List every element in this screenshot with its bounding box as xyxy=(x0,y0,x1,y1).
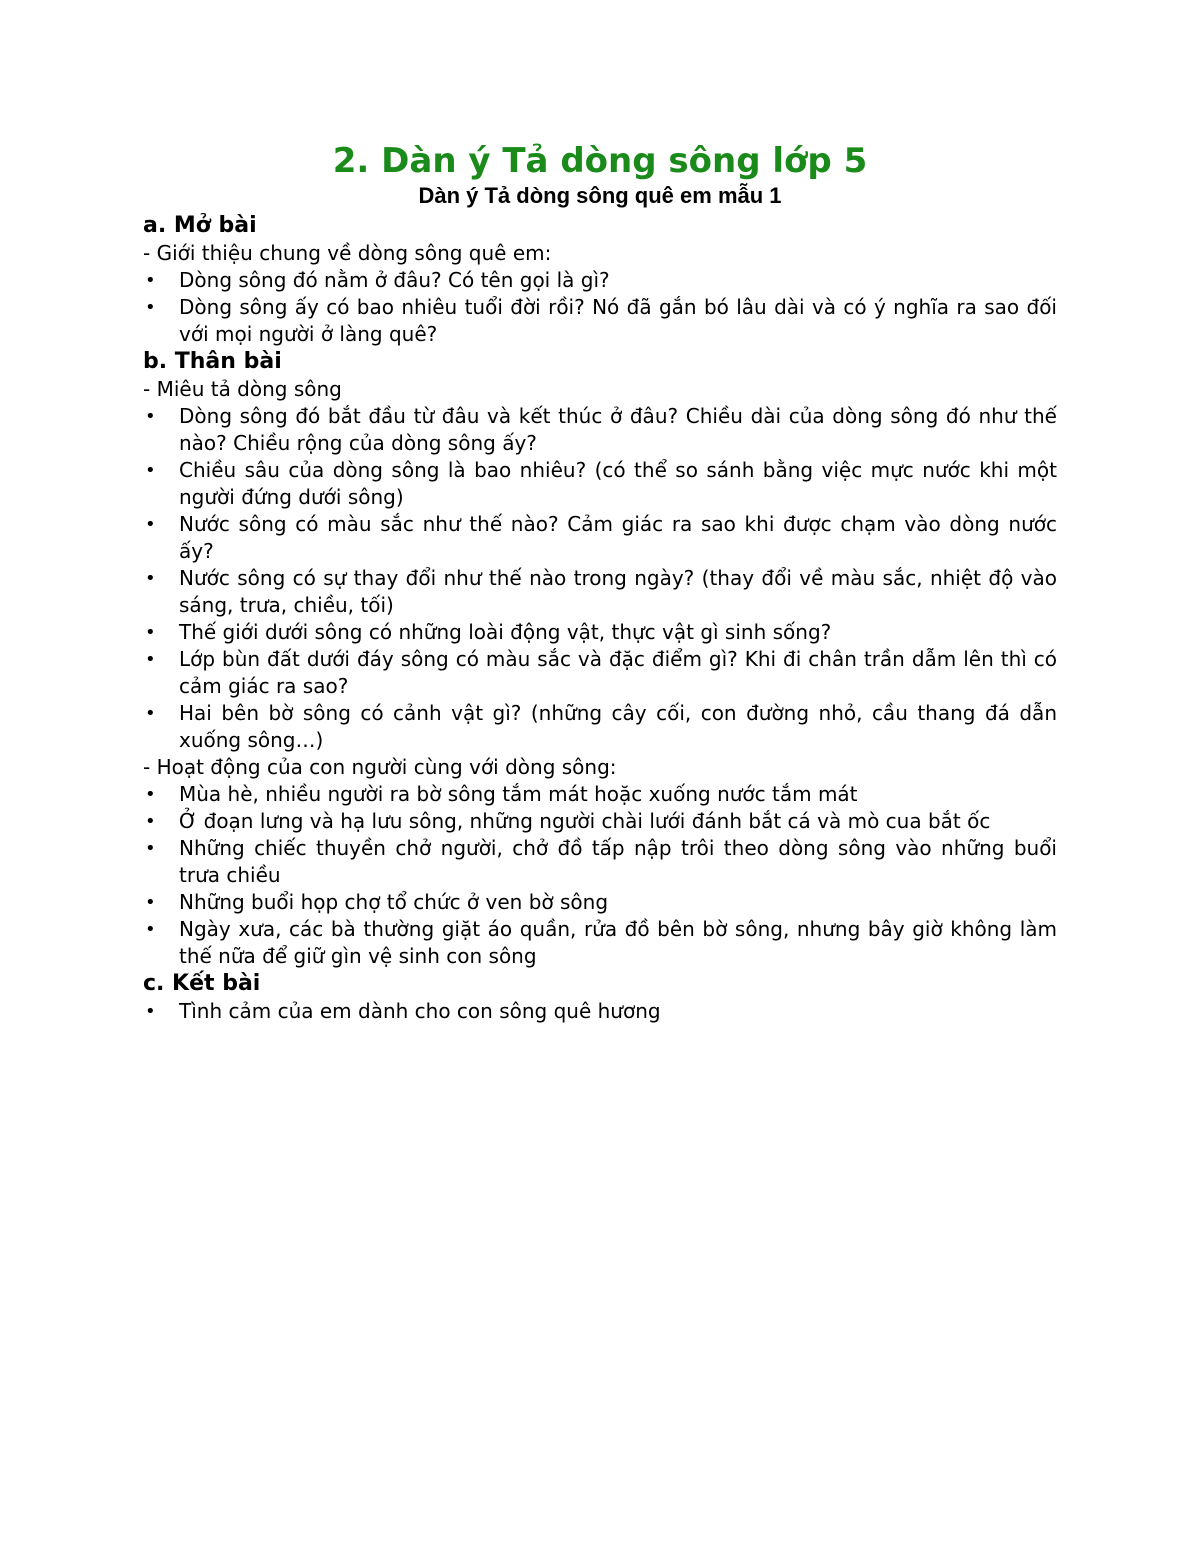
bullet-icon: • xyxy=(145,838,156,859)
bullet-list xyxy=(143,781,1057,970)
list-item-text: Những buổi họp chợ tổ chức ở ven bờ sông xyxy=(179,890,609,914)
section-than-bai xyxy=(143,348,1057,970)
list-item-text: Dòng sông đó bắt đầu từ đâu và kết thúc ở đâu? Chiều dài của dòng sông đó như thế nào? Chiều rộng của dòng sông ấy? xyxy=(179,404,1057,455)
bullet-icon: • xyxy=(145,703,156,724)
bullet-icon: • xyxy=(145,514,156,535)
document-content xyxy=(143,140,1057,1025)
bullet-icon: • xyxy=(145,622,156,643)
bullet-icon: • xyxy=(145,297,156,318)
document-title: 2. Dàn ý Tả dòng sông lớp 5 xyxy=(332,141,868,181)
list-item xyxy=(143,565,1057,619)
section-heading: a. Mở bài xyxy=(143,213,257,238)
bullet-list xyxy=(143,403,1057,754)
bullet-icon: • xyxy=(145,270,156,291)
bullet-icon: • xyxy=(145,784,156,805)
list-item-text: Những chiếc thuyền chở người, chở đồ tấp nập trôi theo dòng sông vào những buổi trưa chiều xyxy=(179,836,1057,887)
list-item xyxy=(143,403,1057,457)
list-item-text: Dòng sông ấy có bao nhiêu tuổi đời rồi? Nó đã gắn bó lâu dài và có ý nghĩa ra sao đối với mọi người ở làng quê? xyxy=(179,295,1057,346)
list-item-text: Thế giới dưới sông có những loài động vật, thực vật gì sinh sống? xyxy=(179,620,832,644)
bullet-icon: • xyxy=(145,1001,156,1022)
bullet-icon: • xyxy=(145,406,156,427)
list-item-text: Hai bên bờ sông có cảnh vật gì? (những cây cối, con đường nhỏ, cầu thang đá dẫn xuống sông…) xyxy=(179,701,1057,752)
bullet-icon: • xyxy=(145,811,156,832)
list-item-text: Mùa hè, nhiều người ra bờ sông tắm mát hoặc xuống nước tắm mát xyxy=(179,782,858,806)
bullet-list xyxy=(143,998,1057,1025)
list-item-text: Lớp bùn đất dưới đáy sông có màu sắc và đặc điểm gì? Khi đi chân trần dẫm lên thì có cảm giác ra sao? xyxy=(179,647,1057,698)
list-item xyxy=(143,457,1057,511)
list-item xyxy=(143,916,1057,970)
list-item-text: Dòng sông đó nằm ở đâu? Có tên gọi là gì? xyxy=(179,268,610,292)
list-item xyxy=(143,889,1057,916)
list-item xyxy=(143,511,1057,565)
section-mo-bai xyxy=(143,212,1057,348)
bullet-list xyxy=(143,267,1057,348)
list-item xyxy=(143,646,1057,700)
list-item xyxy=(143,808,1057,835)
list-item xyxy=(143,700,1057,754)
list-item xyxy=(143,619,1057,646)
section-ket-bai xyxy=(143,970,1057,1025)
section-intro-line: - Miêu tả dòng sông xyxy=(143,377,342,401)
bullet-icon: • xyxy=(145,460,156,481)
list-item-text: Tình cảm của em dành cho con sông quê hương xyxy=(179,999,661,1023)
section-heading: c. Kết bài xyxy=(143,971,261,996)
list-item xyxy=(143,267,1057,294)
list-item xyxy=(143,998,1057,1025)
list-item xyxy=(143,835,1057,889)
section-heading: b. Thân bài xyxy=(143,349,282,374)
list-item xyxy=(143,781,1057,808)
list-item-text: Ngày xưa, các bà thường giặt áo quần, rửa đồ bên bờ sông, nhưng bây giờ không làm thế nữa để giữ gìn vệ sinh con sông xyxy=(179,917,1057,968)
list-item-text: Nước sông có sự thay đổi như thế nào trong ngày? (thay đổi về màu sắc, nhiệt độ vào sáng, trưa, chiều, tối) xyxy=(179,566,1057,617)
list-item-text: Ở đoạn lưng và hạ lưu sông, những người chài lưới đánh bắt cá và mò cua bắt ốc xyxy=(179,809,991,833)
bullet-icon: • xyxy=(145,568,156,589)
section-intro-line: - Hoạt động của con người cùng với dòng sông: xyxy=(143,755,617,779)
bullet-icon: • xyxy=(145,919,156,940)
outline-sections xyxy=(143,212,1057,1025)
document-subtitle: Dàn ý Tả dòng sông quê em mẫu 1 xyxy=(418,183,782,208)
list-item xyxy=(143,294,1057,348)
section-intro-line: - Giới thiệu chung về dòng sông quê em: xyxy=(143,241,552,265)
list-item-text: Chiều sâu của dòng sông là bao nhiêu? (có thể so sánh bằng việc mực nước khi một người đứng dưới sông) xyxy=(179,458,1057,509)
bullet-icon: • xyxy=(145,649,156,670)
bullet-icon: • xyxy=(145,892,156,913)
list-item-text: Nước sông có màu sắc như thế nào? Cảm giác ra sao khi được chạm vào dòng nước ấy? xyxy=(179,512,1057,563)
